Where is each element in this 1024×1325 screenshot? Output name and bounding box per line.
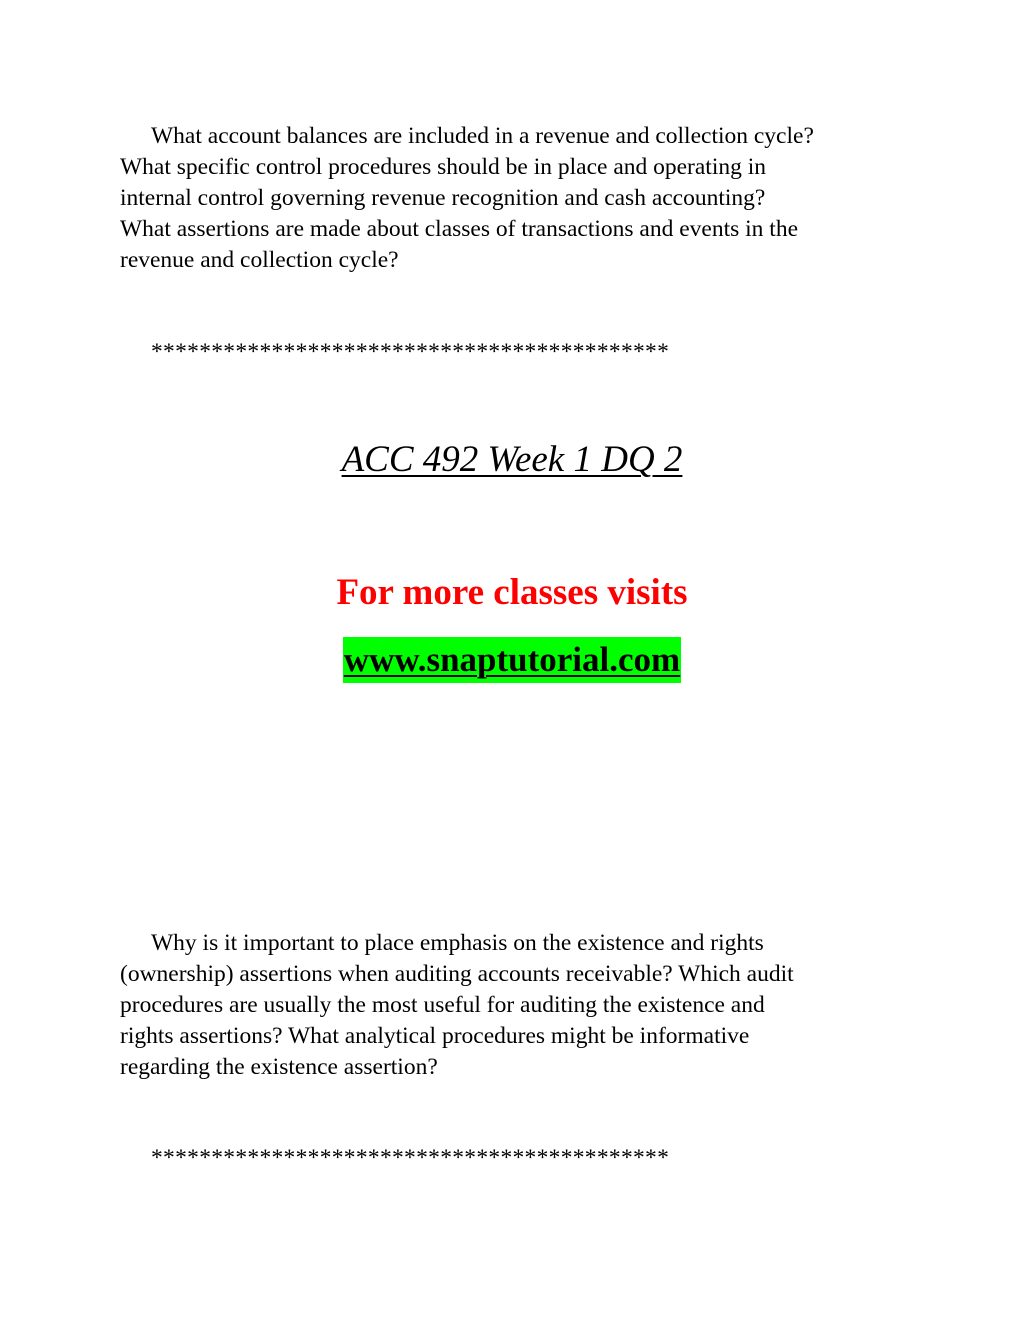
question2-line-2: (ownership) assertions when auditing accounts receivable? Which audit (120, 961, 794, 987)
course-heading: ACC 492 Week 1 DQ 2 (341, 439, 683, 480)
question2-line-3: procedures are usually the most useful for auditing the existence and (120, 992, 765, 1018)
link-container (0, 637, 1024, 683)
question-paragraph-2 (120, 928, 920, 1083)
question2-line-5: regarding the existence assertion? (120, 1054, 438, 1080)
website-link[interactable]: www.snaptutorial.com (343, 637, 681, 683)
question2-line-1: Why is it important to place emphasis on the existence and rights (151, 930, 764, 956)
question1-line-2: What specific control procedures should be in place and operating in (120, 154, 767, 180)
question1-line-3: internal control governing revenue recognition and cash accounting? (120, 185, 766, 211)
promo-text: For more classes visits (336, 572, 688, 613)
question1-line-4: What assertions are made about classes of transactions and events in the (120, 216, 799, 242)
question2-line-4: rights assertions? What analytical procedures might be informative (120, 1023, 750, 1049)
question-paragraph-1 (120, 121, 920, 276)
question1-line-5: revenue and collection cycle? (120, 247, 399, 273)
separator-stars-1: ******************************************* (151, 339, 670, 365)
separator-stars-2: ******************************************* (151, 1145, 670, 1171)
question1-line-1: What account balances are included in a revenue and collection cycle? (151, 123, 814, 149)
